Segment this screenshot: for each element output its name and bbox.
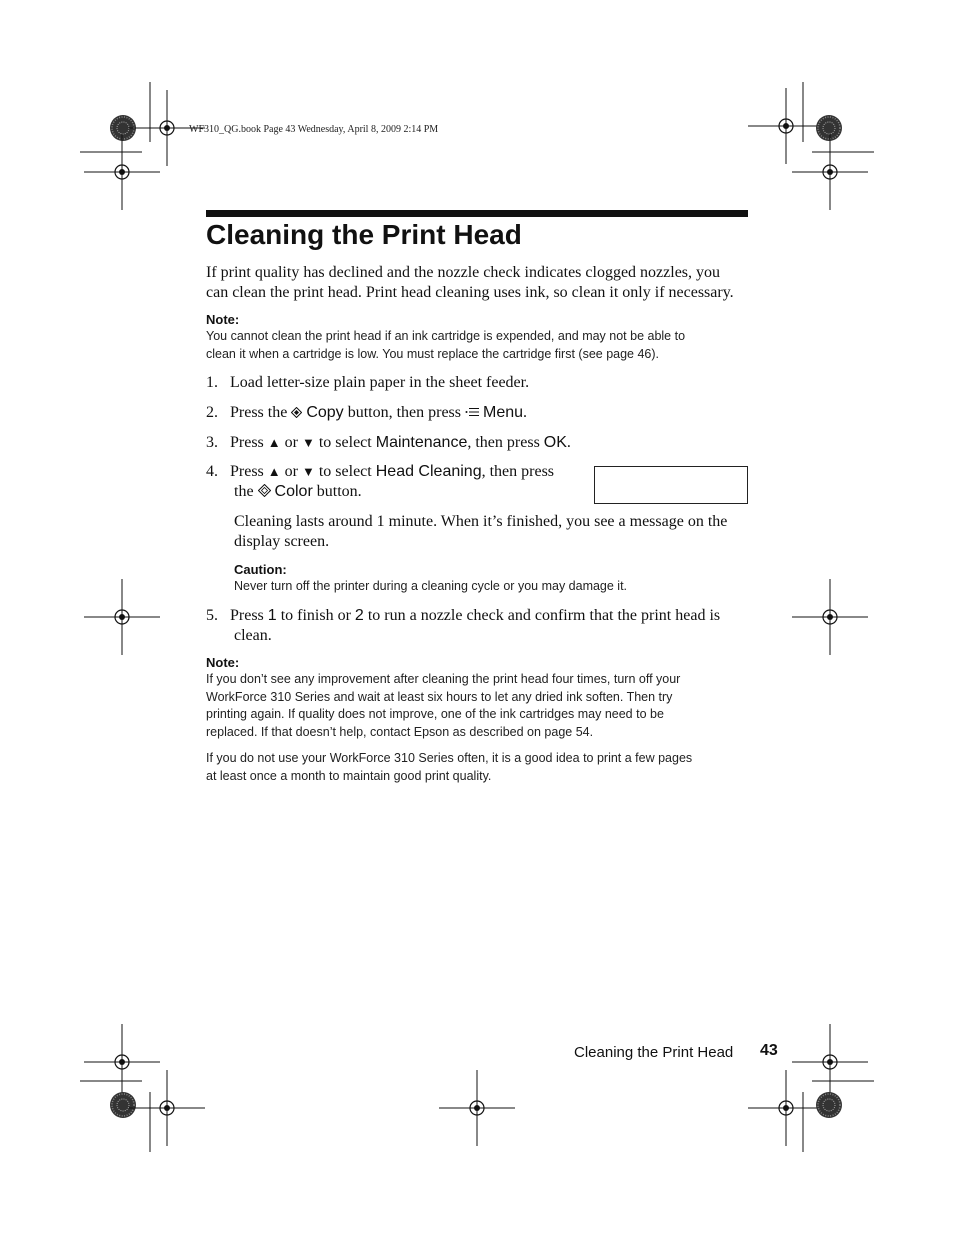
page-number: 43 <box>760 1042 778 1059</box>
intro-paragraph: If print quality has declined and the nozzle check indicates clogged nozzles, you can clean the print head. Print head cleaning uses ink, so clean it only if necessary. <box>206 264 734 301</box>
down-arrow-icon: ▼ <box>301 464 315 479</box>
note-block-1: Note: You cannot clean the print head if an ink cartridge is expended, and may not be able to clean it when a cartridge is low. You must replace the cartridge first (see page 46). <box>206 312 686 361</box>
caution-block: Caution: Never turn off the printer during a cleaning cycle or you may damage it. <box>234 562 628 593</box>
step-5: 5. Press 1 to finish or 2 to run a nozzle check and confirm that the print head is clean. <box>206 607 721 644</box>
lcd-display <box>594 466 748 504</box>
file-slug: WF310_QG.book Page 43 Wednesday, April 8, 2009 2:14 PM <box>189 124 439 135</box>
page-title: Cleaning the Print Head <box>206 219 522 250</box>
title-rule <box>206 210 748 217</box>
cleaning-paragraph: Cleaning lasts around 1 minute. When it’s finished, you see a message on the display screen. <box>234 513 728 550</box>
up-arrow-icon: ▲ <box>267 464 281 479</box>
color-diamond-icon <box>258 484 271 497</box>
down-arrow-icon: ▼ <box>301 435 315 450</box>
step-4: 4. Press ▲ or ▼ to select Head Cleaning, then press the Color button. <box>206 463 555 500</box>
menu-icon <box>465 407 479 417</box>
step-3: 3. Press ▲ or ▼ to select Maintenance, then press OK. <box>206 434 571 451</box>
footer-section-title: Cleaning the Print Head <box>574 1044 734 1061</box>
note-label: Note: <box>206 312 240 327</box>
note-block-3: If you do not use your WorkForce 310 Series often, it is a good idea to print a few pages at least once a month to maintain good print quality. <box>206 751 693 783</box>
step-1: 1. Load letter-size plain paper in the sheet feeder. <box>206 374 530 391</box>
up-arrow-icon: ▲ <box>267 435 281 450</box>
note-block-2: Note: If you don’t see any improvement after cleaning the print head four times, turn off your WorkForce 310 Series and wait at least six hours to let any dried ink soften. Then try printing again. If quality does not improve, one of the ink cartridges may need to be replaced. If that doesn’t help, contact Epson as described on page 54. <box>206 655 681 739</box>
copy-icon <box>291 407 302 418</box>
caution-label: Caution: <box>234 562 287 577</box>
step-2: 2. Press the Copy button, then press Menu. <box>206 404 528 421</box>
note-label: Note: <box>206 655 240 670</box>
